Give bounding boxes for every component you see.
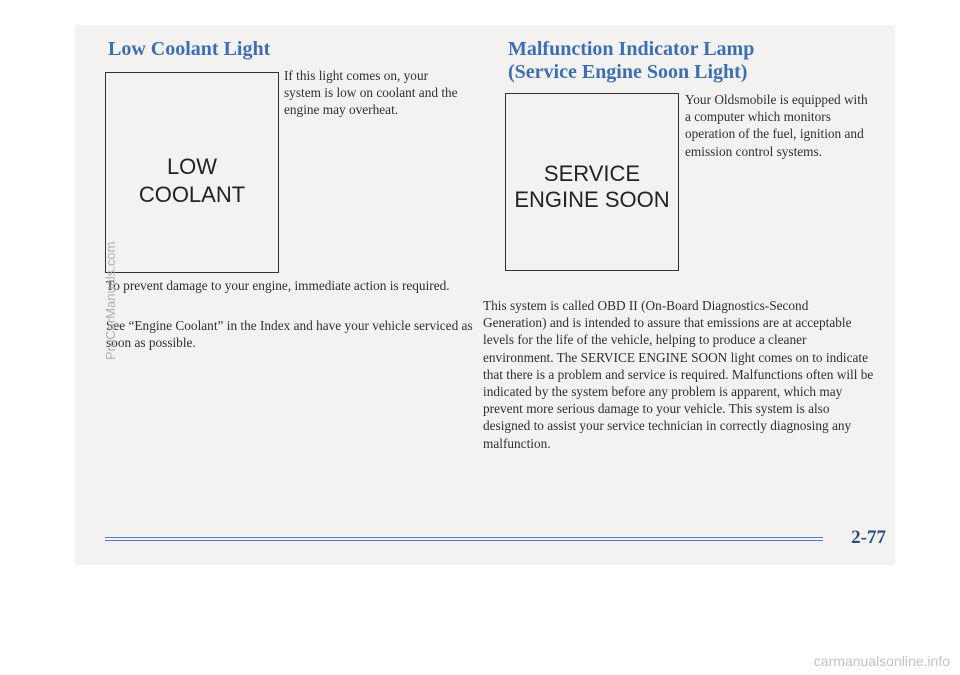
low-coolant-paragraph-1: To prevent damage to your engine, immediate action is required.	[106, 278, 450, 293]
service-engine-soon-lamp-icon	[505, 93, 679, 271]
procarmanuals-watermark: ProCarManuals.com	[103, 241, 118, 360]
carmanualsonline-brand: carmanualsonline.info	[813, 653, 950, 669]
footer-rule-bottom	[105, 540, 823, 541]
malfunction-lamp-heading-line1: Malfunction Indicator Lamp	[508, 38, 755, 60]
malfunction-lamp-paragraph: This system is called OBD II (On-Board Diagnostics-Second Generation) and is intended to assure that emissions are at acceptable levels for the life of the vehicle, helping to produce a cleaner environment. The SERVICE ENGINE SOON light comes on to indicate that there is a problem and service is required. Malfunctions often will be indicated by the system before any problem is apparent, which may prevent more serious damage to your vehicle. This system is also designed to assist your service technician in correctly diagnosing any malfunction.	[483, 298, 874, 451]
low-coolant-side-text: If this light comes on, your system is low on coolant and the engine may overheat.	[284, 68, 458, 118]
page-number: 2-77	[851, 527, 886, 548]
footer-rule-top	[105, 537, 823, 538]
manual-page	[75, 25, 895, 565]
service-engine-soon-lamp-line2: ENGINE SOON	[514, 187, 670, 212]
low-coolant-paragraph-2: See “Engine Coolant” in the Index and have your vehicle serviced as soon as possible.	[106, 318, 473, 351]
malfunction-lamp-side-text: Your Oldsmobile is equipped with a computer which monitors operation of the fuel, ignition and emission control systems.	[685, 92, 868, 159]
service-engine-soon-lamp-line1: SERVICE	[543, 161, 641, 186]
low-coolant-lamp-line2: COOLANT	[138, 182, 246, 207]
malfunction-lamp-heading-line2: (Service Engine Soon Light)	[508, 61, 748, 83]
low-coolant-heading: Low Coolant Light	[108, 38, 271, 60]
low-coolant-lamp-icon	[105, 72, 279, 273]
low-coolant-lamp-line1: LOW	[166, 154, 218, 179]
